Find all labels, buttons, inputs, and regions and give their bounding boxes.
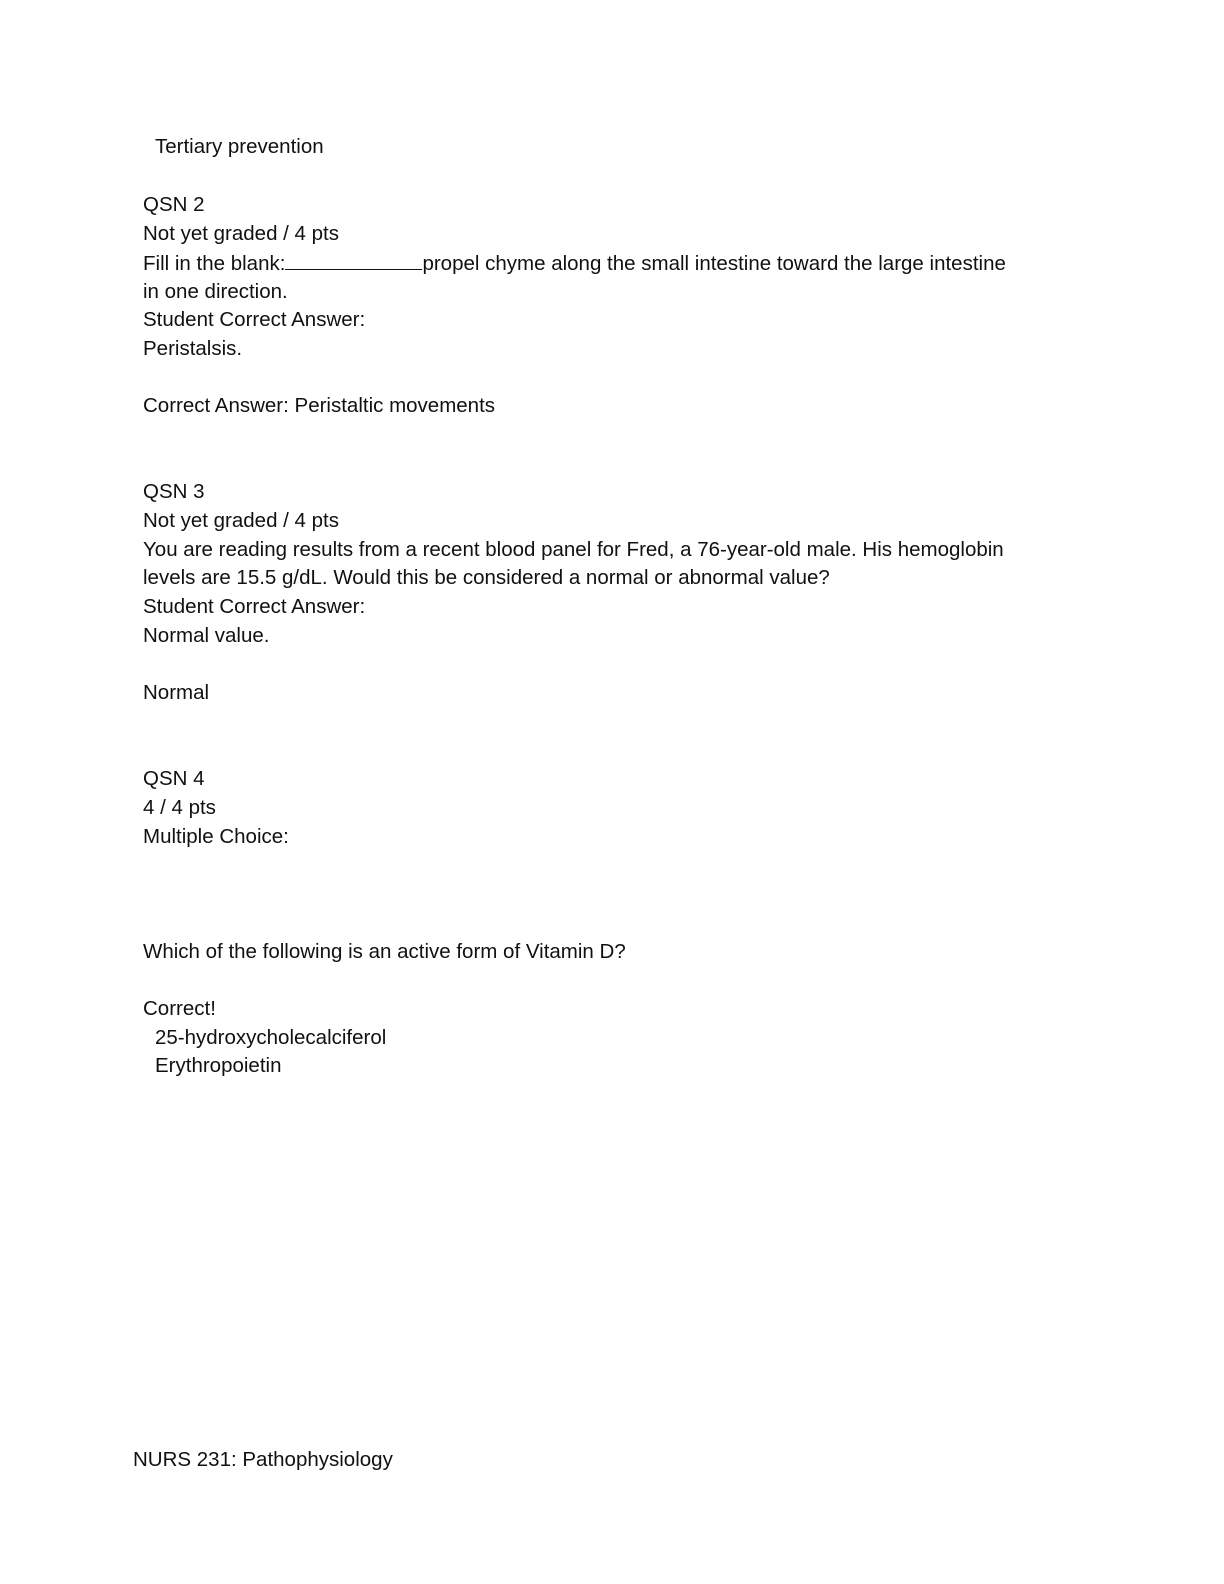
question-label: QSN 3 xyxy=(143,480,205,503)
question-label: QSN 2 xyxy=(143,193,205,216)
question-status: Not yet graded / 4 pts xyxy=(143,222,340,245)
fill-in-blank xyxy=(285,251,422,270)
question-prompt: Which of the following is an active form of Vitamin D? xyxy=(143,940,626,963)
page-footer: NURS 231: Pathophysiology xyxy=(133,1448,393,1471)
correct-answer: Normal xyxy=(143,681,210,704)
question-status: Not yet graded / 4 pts xyxy=(143,509,340,532)
student-answer-label: Student Correct Answer: xyxy=(143,308,366,331)
question-type: Multiple Choice: xyxy=(143,825,289,848)
prompt-after-blank: propel chyme along the small intestine toward the large intestine xyxy=(422,252,1006,275)
previous-answer-option: Tertiary prevention xyxy=(155,135,324,158)
result-label: Correct! xyxy=(143,997,216,1020)
question-prompt-continued: in one direction. xyxy=(143,280,288,303)
student-answer: Peristalsis. xyxy=(143,337,243,360)
student-answer: Normal value. xyxy=(143,624,270,647)
question-score: 4 / 4 pts xyxy=(143,796,216,819)
student-answer-label: Student Correct Answer: xyxy=(143,595,366,618)
question-prompt xyxy=(143,251,1006,276)
answer-option: Erythropoietin xyxy=(155,1054,282,1077)
prompt-before-blank: Fill in the blank: xyxy=(143,252,286,275)
question-prompt-continued: levels are 15.5 g/dL. Would this be considered a normal or abnormal value? xyxy=(143,566,830,589)
question-label: QSN 4 xyxy=(143,767,205,790)
answer-option: 25-hydroxycholecalciferol xyxy=(155,1026,387,1049)
question-prompt: You are reading results from a recent blood panel for Fred, a 76-year-old male. His hemoglobin xyxy=(143,538,1004,561)
correct-answer: Correct Answer: Peristaltic movements xyxy=(143,394,496,417)
